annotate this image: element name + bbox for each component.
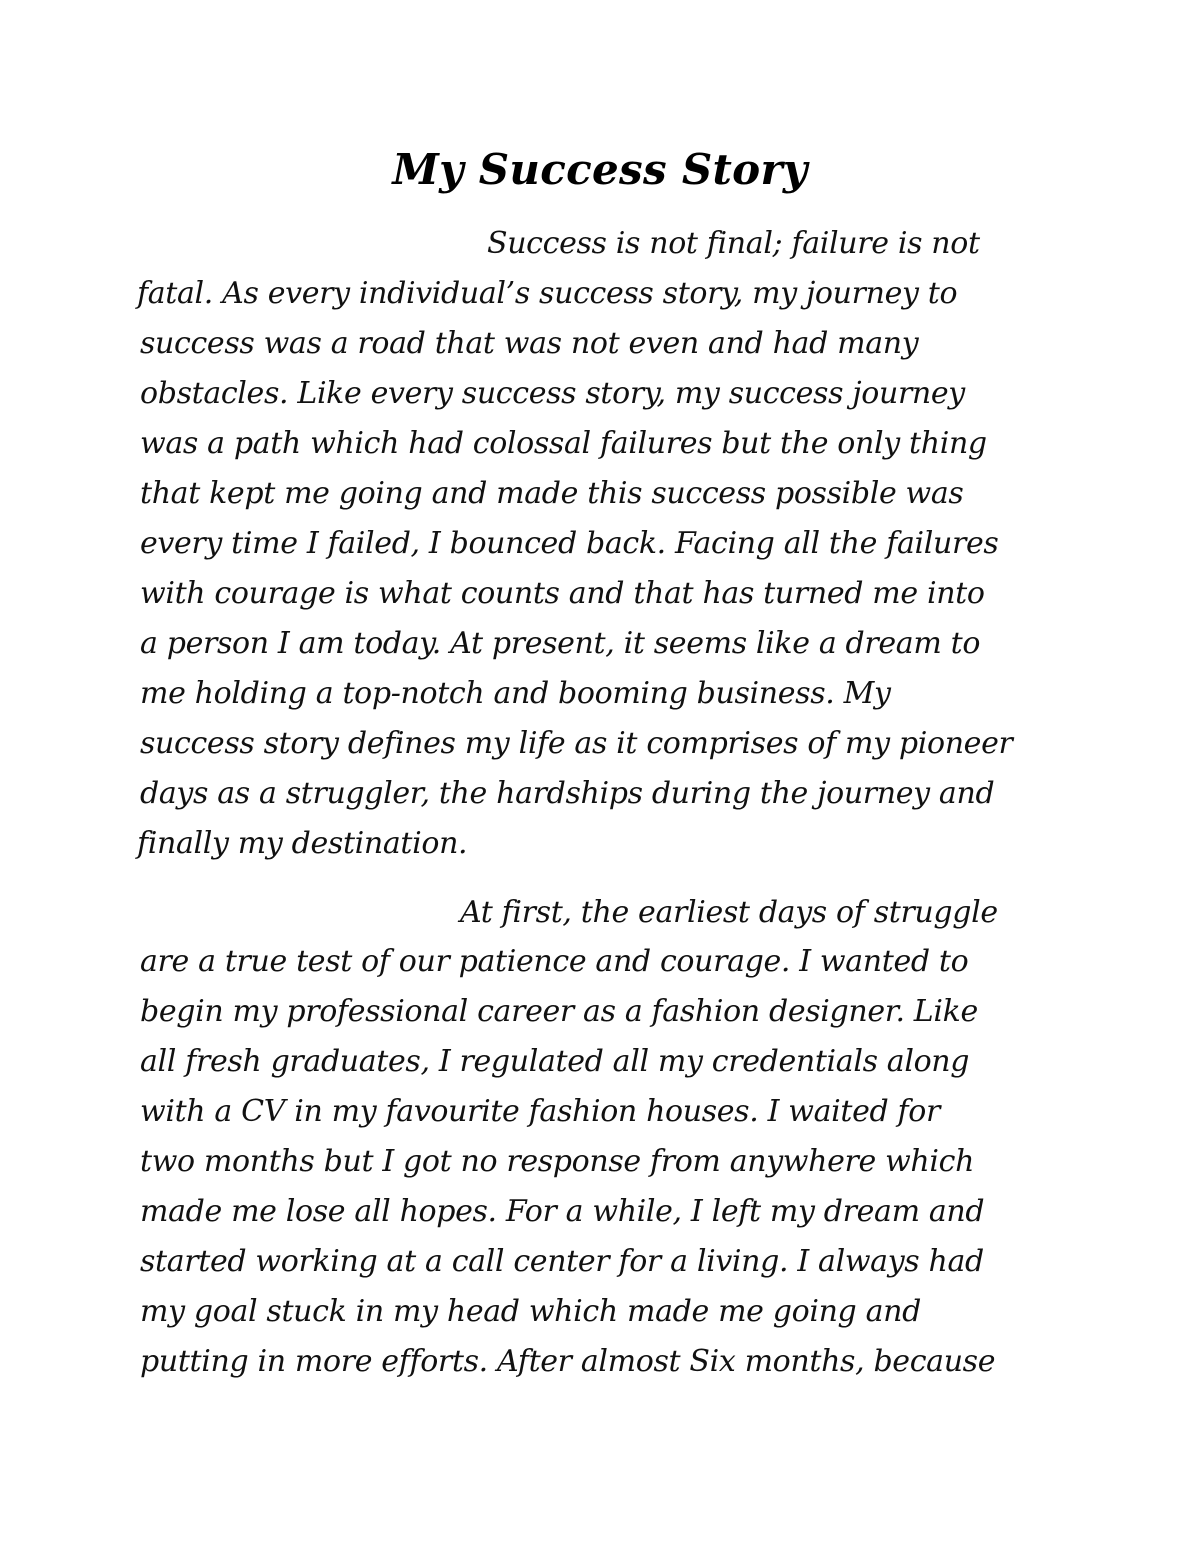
document-title: My Success Story: [392, 145, 808, 194]
paragraph-line: a person I am today. At present, it seems like a dream to: [140, 626, 981, 661]
paragraph-line: days as a struggler, the hardships during the journey and: [140, 776, 995, 811]
paragraph-line: with courage is what counts and that has turned me into: [140, 576, 985, 611]
paragraph-line: obstacles. Like every success story, my success journey: [140, 376, 965, 411]
paragraph-line: fatal. As every individual’s success story, my journey to: [137, 276, 958, 311]
paragraph-line: my goal stuck in my head which made me going and: [140, 1294, 921, 1329]
paragraph-line: with a CV in my favourite fashion houses. I waited for: [140, 1094, 940, 1129]
paragraph-line: success was a road that was not even and had many: [140, 326, 919, 361]
paragraph-line: me holding a top-notch and booming business. My: [140, 676, 891, 711]
paragraph-line: two months but I got no response from anywhere which: [140, 1144, 975, 1179]
paragraph-line: Success is not final; failure is not: [487, 226, 980, 261]
paragraph-line: success story defines my life as it comprises of my pioneer: [140, 726, 1013, 761]
paragraph-line: started working at a call center for a living. I always had: [140, 1244, 984, 1279]
paragraph-line: that kept me going and made this success possible was: [140, 476, 964, 511]
paragraph-line: was a path which had colossal failures but the only thing: [140, 426, 987, 461]
paragraph-line: At first, the earliest days of struggle: [460, 895, 998, 930]
paragraph-line: all fresh graduates, I regulated all my credentials along: [140, 1044, 970, 1079]
paragraph-line: made me lose all hopes. For a while, I left my dream and: [140, 1194, 985, 1229]
paragraph-line: every time I failed, I bounced back. Facing all the failures: [140, 526, 999, 561]
paragraph-line: are a true test of our patience and courage. I wanted to: [140, 944, 969, 979]
paragraph-line: finally my destination.: [137, 826, 468, 861]
paragraph-line: begin my professional career as a fashion designer. Like: [140, 994, 978, 1029]
paragraph-line: putting in more efforts. After almost Six months, because: [140, 1344, 996, 1379]
